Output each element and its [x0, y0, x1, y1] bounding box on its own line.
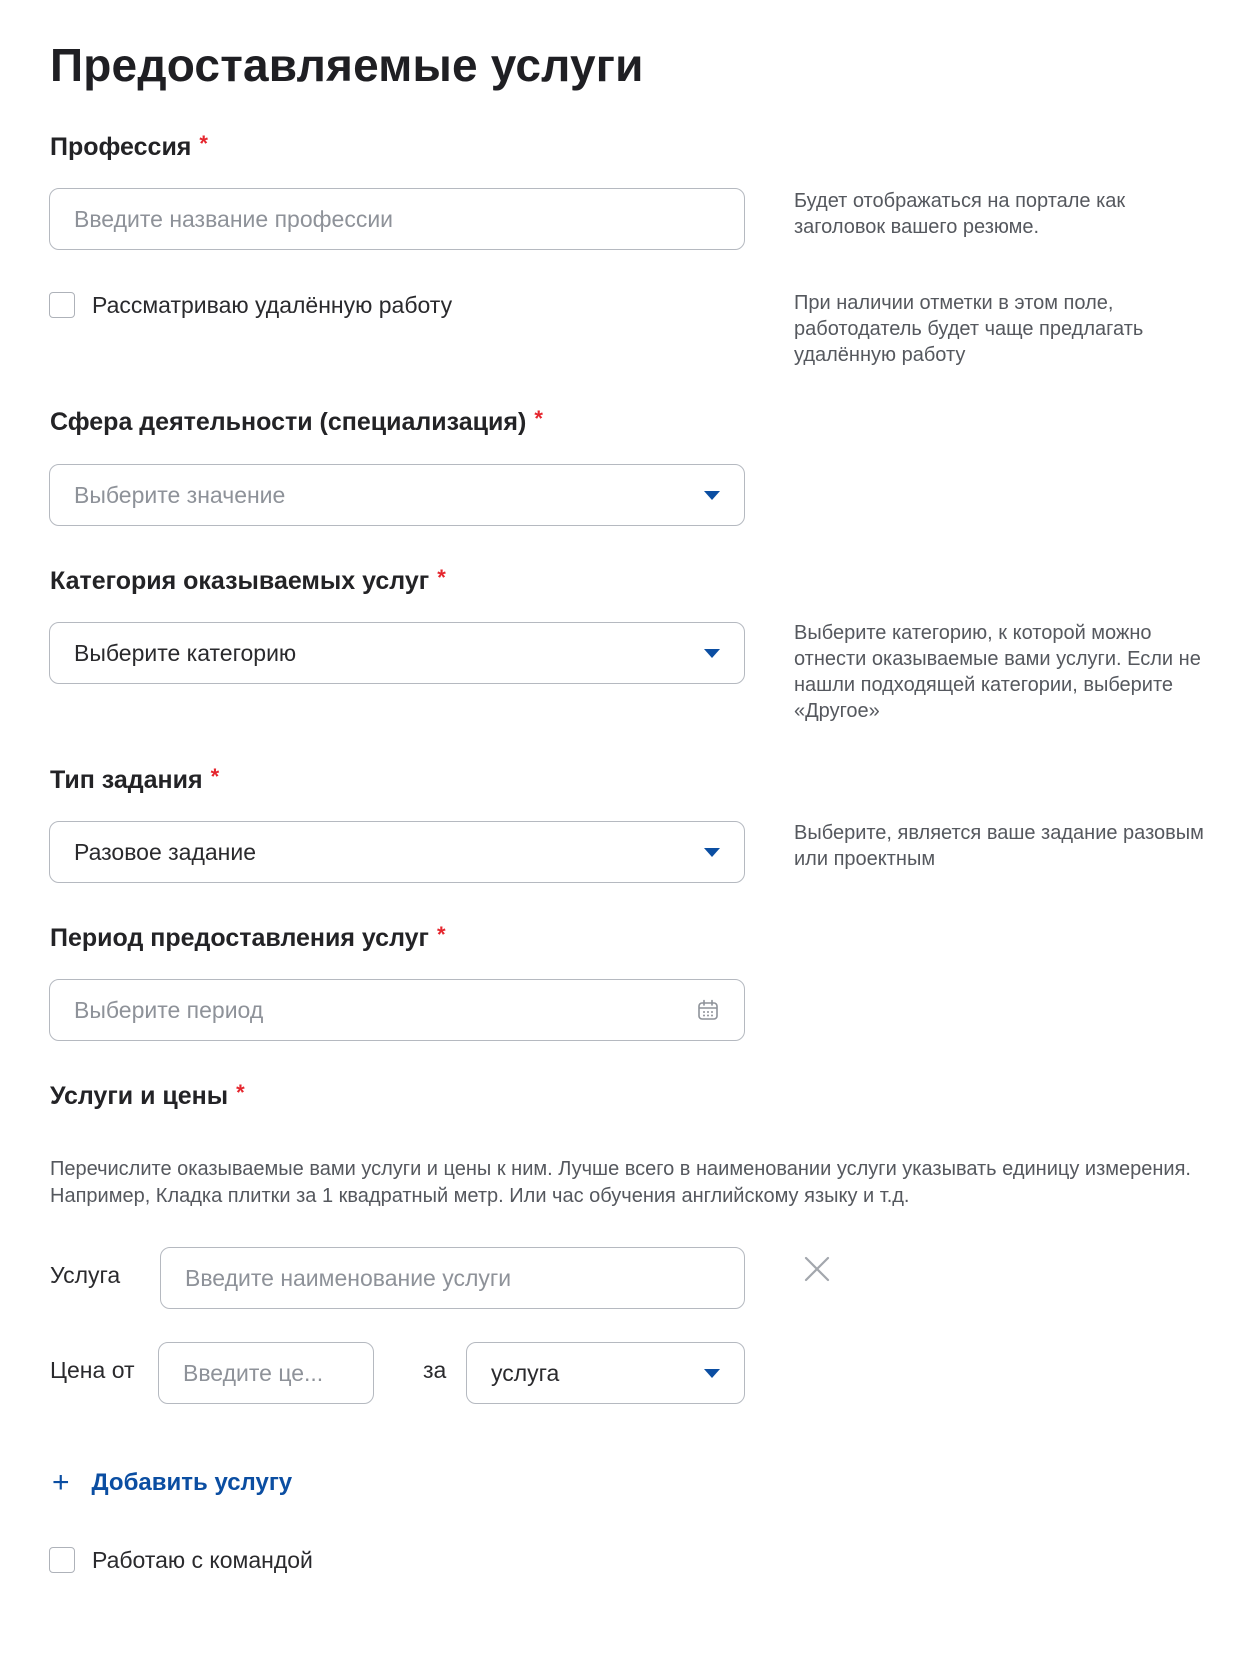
period-input[interactable]	[49, 979, 745, 1041]
category-hint: Выберите категорию, к которой можно отнести оказываемые вами услуги. Если не нашли подходящей категории, выберите «Другое»	[794, 622, 1201, 722]
service-name-placeholder: Введите наименование услуги	[185, 1264, 512, 1291]
sphere-label-text: Сфера деятельности (специализация)	[50, 408, 527, 436]
required-mark: *	[437, 565, 446, 590]
profession-input[interactable]	[49, 188, 745, 250]
task-type-select[interactable]	[49, 821, 745, 883]
chevron-down-icon[interactable]	[704, 848, 720, 857]
sphere-select-placeholder: Выберите значение	[74, 481, 286, 508]
unit-select[interactable]	[466, 1342, 745, 1404]
sphere-label	[50, 408, 543, 437]
category-select[interactable]	[49, 622, 745, 684]
per-label: за	[423, 1357, 447, 1383]
period-input-placeholder: Выберите период	[74, 996, 264, 1023]
add-service-label: Добавить услугу	[91, 1469, 293, 1496]
services-description: Перечислите оказываемые вами услуги и цены к ним. Лучше всего в наименовании услуги указывать единицу измерения. Например, Кладка плитки за 1 квадратный метр. Или час обучения английскому языку и т.д.	[50, 1158, 1191, 1207]
chevron-down-icon[interactable]	[704, 1369, 720, 1378]
add-service-button[interactable]	[52, 1468, 292, 1498]
profession-label	[50, 133, 208, 162]
required-mark: *	[534, 406, 543, 431]
remote-work-hint: При наличии отметки в этом поле, работодатель будет чаще предлагать удалённую работу	[794, 292, 1144, 366]
period-label	[50, 924, 446, 953]
required-mark: *	[236, 1080, 245, 1105]
period-label-text: Период предоставления услуг	[50, 924, 429, 952]
page-title: Предоставляемые услуги	[50, 39, 644, 91]
close-icon[interactable]	[803, 1255, 831, 1283]
task-type-label	[50, 766, 219, 795]
required-mark: *	[199, 131, 208, 156]
unit-select-value: услуга	[491, 1359, 560, 1386]
team-label[interactable]: Работаю с командой	[92, 1547, 313, 1573]
team-checkbox[interactable]	[49, 1547, 75, 1573]
category-label	[50, 567, 446, 596]
price-input[interactable]	[158, 1342, 374, 1404]
task-type-select-value: Разовое задание	[74, 838, 257, 865]
sphere-select[interactable]	[49, 464, 745, 526]
services-label-text: Услуги и цены	[50, 1082, 229, 1110]
task-type-hint: Выберите, является ваше задание разовым или проектным	[794, 822, 1204, 870]
task-type-label-text: Тип задания	[50, 766, 203, 794]
profession-hint: Будет отображаться на портале как заголовок вашего резюме.	[794, 190, 1126, 238]
plus-icon: +	[52, 1466, 70, 1499]
remote-work-checkbox[interactable]	[49, 292, 75, 318]
required-mark: *	[210, 764, 220, 789]
services-label	[50, 1082, 245, 1111]
required-mark: *	[436, 922, 446, 947]
chevron-down-icon[interactable]	[704, 491, 720, 500]
calendar-icon[interactable]	[696, 998, 720, 1022]
remote-work-label[interactable]: Рассматриваю удалённую работу	[92, 292, 453, 318]
service-row-label: Услуга	[50, 1262, 121, 1288]
profession-input-placeholder: Введите название профессии	[74, 205, 394, 232]
category-select-value: Выберите категорию	[74, 639, 297, 666]
price-row-label: Цена от	[50, 1357, 135, 1383]
price-input-placeholder: Введите це...	[183, 1359, 324, 1386]
service-name-input[interactable]	[160, 1247, 745, 1309]
profession-label-text: Профессия	[50, 133, 192, 161]
category-label-text: Категория оказываемых услуг	[50, 567, 430, 595]
chevron-down-icon[interactable]	[704, 649, 720, 658]
